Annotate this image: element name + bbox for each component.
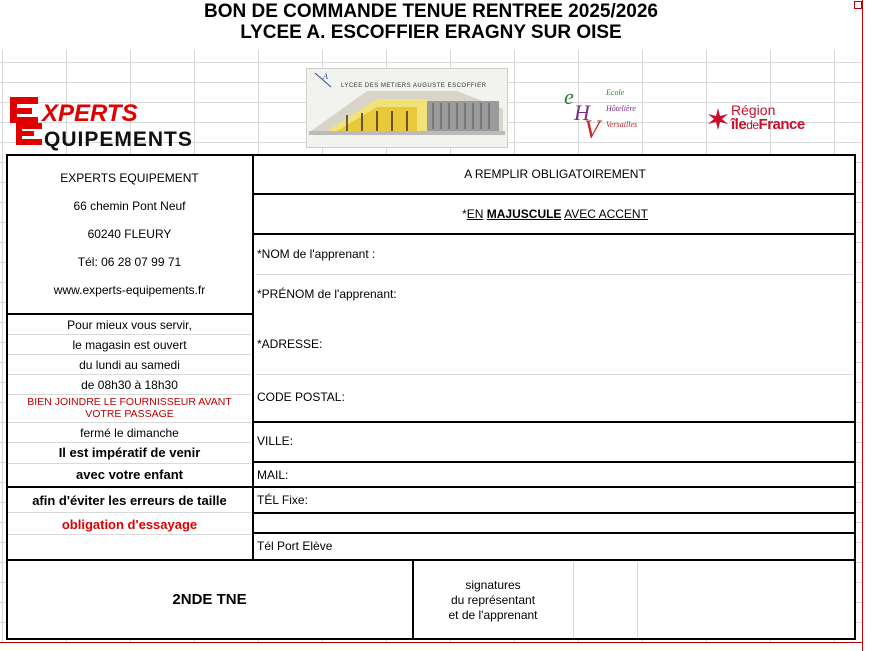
svg-text:e: e	[564, 84, 574, 109]
experts-logo-top-text: XPERTS	[42, 100, 138, 127]
mandatory-header: A REMPLIR OBLIGATOIREMENT	[256, 167, 854, 183]
idf-ile-text: île	[731, 116, 747, 133]
signature-grid-divider	[573, 561, 574, 638]
experts-logo-graphic	[8, 93, 213, 153]
caps-majuscule: MAJUSCULE	[486, 207, 562, 221]
ehv-word-ecole: Ecole	[606, 88, 625, 97]
ecole-hoteliere-versailles-logo	[562, 84, 654, 142]
form-divider	[254, 421, 856, 423]
sheet-bottom-edge	[0, 642, 862, 651]
code-postal-label: CODE POSTAL:	[257, 390, 345, 404]
caps-prefix: *	[462, 207, 467, 221]
imperative-line-1: Il est impératif de venir	[58, 445, 201, 460]
prenom-label: *PRÉNOM de l'apprenant:	[257, 287, 397, 301]
row-divider	[8, 394, 251, 395]
caps-en: EN	[466, 207, 484, 221]
lycee-building-graphic	[307, 69, 507, 147]
svg-text:V: V	[584, 115, 600, 142]
supplier-website: www.experts-equipements.fr	[53, 283, 206, 297]
row-divider	[256, 374, 854, 375]
svg-text:H: H	[574, 100, 590, 125]
hours-warning: BIEN JOINDRE LE FOURNISSEUR AVANT VOTRE PASSAGE	[27, 396, 232, 420]
experts-equipements-logo	[8, 93, 213, 153]
row-divider	[8, 422, 251, 423]
tel-port-label: Tél Port Elève	[257, 539, 333, 553]
region-ile-de-france-logo	[705, 98, 825, 138]
mail-label: MAIL:	[257, 468, 289, 482]
ehv-word-versailles: Versailles	[606, 120, 638, 129]
form-divider	[254, 193, 856, 195]
row-divider	[256, 274, 854, 275]
supplier-name: EXPERTS EQUIPEMENT	[60, 171, 199, 185]
form-divider	[254, 461, 856, 463]
lycee-logo-caption: LYCEE DES METIERS AUGUSTE ESCOFFIER	[341, 83, 487, 89]
experts-logo-bottom-text: QUIPEMENTS	[44, 128, 193, 151]
adresse-label: *ADRESSE:	[257, 337, 323, 351]
form-divider	[254, 233, 856, 235]
cell-selection-corner	[854, 1, 862, 9]
supplier-divider	[6, 313, 254, 315]
hours-line-2: le magasin est ouvert	[72, 338, 187, 352]
signature-line-2: du représentant	[414, 593, 572, 607]
caps-suffix: AVEC ACCENT	[564, 207, 648, 221]
row-divider	[8, 463, 251, 464]
row-divider	[8, 374, 251, 375]
supplier-phone: Tél: 06 28 07 99 71	[77, 255, 182, 269]
row-divider	[8, 512, 251, 513]
row-divider	[8, 334, 251, 335]
signature-line-1: signatures	[414, 578, 572, 592]
page-title: BON DE COMMANDE TENUE RENTREE 2025/2026	[204, 1, 658, 22]
ehv-word-hoteliere: Hôtelière	[606, 104, 636, 113]
row-divider	[8, 534, 251, 535]
nom-label: *NOM de l'apprenant :	[257, 247, 376, 261]
fitting-obligation: obligation d'essayage	[61, 517, 198, 532]
sheet-right-edge	[862, 0, 872, 651]
idf-name-text	[731, 116, 805, 133]
hours-line-3: du lundi au samedi	[79, 358, 180, 372]
form-divider	[254, 532, 856, 534]
idf-de-text: de	[746, 118, 759, 132]
caps-instruction	[256, 207, 854, 223]
signature-line-3: et de l'apprenant	[414, 608, 572, 622]
supplier-street: 66 chemin Pont Neuf	[73, 199, 186, 213]
hours-line-4: de 08h30 à 18h30	[81, 378, 178, 392]
tel-fixe-label: TÉL Fixe:	[257, 493, 308, 507]
svg-text:A: A	[323, 72, 328, 81]
form-divider	[254, 512, 856, 514]
hours-line-1: Pour mieux vous servir,	[67, 318, 192, 332]
idf-star-icon	[707, 108, 729, 130]
footer-vertical-divider	[412, 559, 414, 640]
hours-closed: fermé le dimanche	[80, 426, 179, 440]
ville-label: VILLE:	[257, 434, 294, 448]
idf-france-text: France	[758, 116, 805, 133]
footer-divider	[6, 559, 856, 561]
signature-grid-divider	[637, 561, 638, 638]
idf-region-text: Région	[731, 102, 776, 118]
page-subtitle: LYCEE A. ESCOFFIER ERAGNY SUR OISE	[240, 22, 622, 43]
title-block	[0, 0, 862, 50]
lycee-escoffier-logo	[306, 68, 508, 148]
supplier-city: 60240 FLEURY	[87, 227, 172, 241]
row-divider	[8, 442, 251, 443]
imperative-line-2: avec votre enfant	[76, 467, 183, 482]
form-divider	[6, 486, 856, 488]
imperative-line-3: afin d'éviter les erreurs de taille	[32, 493, 227, 508]
row-divider	[8, 354, 251, 355]
class-name: 2NDE TNE	[8, 591, 411, 608]
